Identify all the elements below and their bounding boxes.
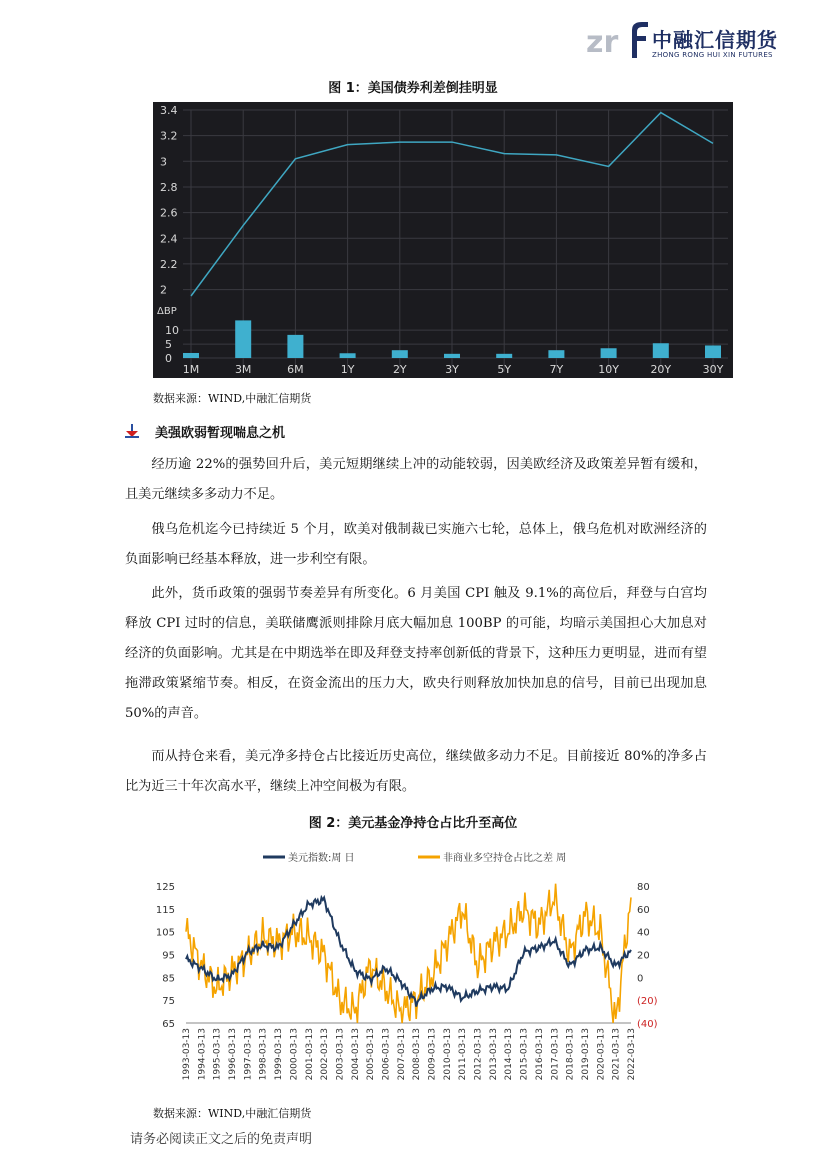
x-tick-label: 7Y xyxy=(549,363,564,376)
arrow-down-icon xyxy=(125,424,139,438)
spread-bar xyxy=(392,350,408,358)
x-tick-label: 2007-03-13 xyxy=(396,1028,407,1081)
x-tick-label: 2020-03-13 xyxy=(596,1028,607,1081)
y-tick-label: 2.6 xyxy=(160,206,178,220)
lower-panel-label: ΔBP xyxy=(157,306,177,317)
right-axis-tick: (40) xyxy=(637,1019,658,1030)
section-heading: 美强欧弱暂现喘息之机 xyxy=(155,426,286,441)
x-tick-label: 2009-03-13 xyxy=(427,1028,438,1081)
spread-bar xyxy=(340,353,356,358)
y-tick-label: 2.2 xyxy=(160,257,178,271)
x-tick-label: 2001-03-13 xyxy=(304,1028,315,1081)
x-tick-label: 2021-03-13 xyxy=(611,1028,622,1081)
left-axis-tick: 95 xyxy=(162,950,175,962)
left-axis-tick: 105 xyxy=(155,927,175,939)
x-tick-label: 2002-03-13 xyxy=(320,1028,331,1081)
y-tick-label: 3.4 xyxy=(160,104,178,117)
x-tick-label: 5Y xyxy=(497,363,512,376)
figure1-source: 数据来源：WIND,中融汇信期货 xyxy=(153,392,312,405)
x-tick-label: 1993-03-13 xyxy=(182,1028,192,1081)
x-tick-label: 2012-03-13 xyxy=(473,1028,484,1081)
x-tick-label: 3Y xyxy=(445,363,459,376)
logo-english-name: ZHONG RONG HUI XIN FUTURES xyxy=(652,51,773,59)
right-axis-tick: 0 xyxy=(637,973,644,985)
left-axis-tick: 85 xyxy=(162,973,175,985)
left-axis-tick: 65 xyxy=(162,1019,175,1030)
figure2-source: 数据来源：WIND,中融汇信期货 xyxy=(153,1107,312,1120)
left-axis-tick: 125 xyxy=(155,882,175,893)
y-tick-label: 2 xyxy=(160,283,167,297)
x-tick-label: 1997-03-13 xyxy=(243,1028,254,1081)
spread-bar xyxy=(601,348,617,358)
y-tick-label: 2.8 xyxy=(160,180,178,194)
x-tick-label: 30Y xyxy=(702,363,724,376)
x-tick-label: 2015-03-13 xyxy=(519,1028,530,1081)
paragraph-1: 经历逾 22%的强势回升后，美元短期继续上冲的动能较弱，因美欧经济及政策差异暂有缓和，且美元继续多多动力不足。 xyxy=(125,457,707,502)
yield-curve-chart xyxy=(153,102,733,378)
company-logo xyxy=(586,18,776,64)
x-tick-label: 2016-03-13 xyxy=(534,1028,545,1081)
bar-y-tick-label: 5 xyxy=(165,338,172,352)
x-tick-label: 6M xyxy=(287,363,304,376)
paragraph-3: 此外，货币政策的强弱节奏差异有所变化。6 月美国 CPI 触及 9.1%的高位后，拜登与白宫均释放 CPI 过时的信息，美联储鹰派则排除月底大幅加息 100BP 的可能，均暗示美国担心大加息对经济的负面影响。尤其是在中期选举在即及拜登支持率创新低的背景下，这种压力更明显，进而有望拖滞政策紧缩节奏。相反，在资金流出的压力大，欧央行则释放加快加息的信号，目前已出现加息 50%的声音。 xyxy=(125,586,707,721)
spread-bar xyxy=(496,354,512,358)
x-tick-label: 1995-03-13 xyxy=(212,1028,223,1081)
figure2-title: 图 2：美元基金净持仓占比升至高位 xyxy=(308,816,518,831)
x-tick-label: 2010-03-13 xyxy=(442,1028,453,1081)
bar-y-tick-label: 0 xyxy=(165,352,172,365)
x-tick-label: 2003-03-13 xyxy=(335,1028,346,1081)
dollar-index-line xyxy=(186,898,631,1007)
x-tick-label: 2004-03-13 xyxy=(350,1028,361,1081)
bar-y-tick-label: 10 xyxy=(165,324,179,338)
right-axis-tick: 20 xyxy=(637,950,650,962)
figure1-title: 图 1：美国债券利差倒挂明显 xyxy=(328,81,498,96)
x-tick-label: 2011-03-13 xyxy=(458,1028,469,1081)
x-tick-label: 3M xyxy=(234,363,252,376)
x-tick-label: 2000-03-13 xyxy=(289,1028,300,1081)
left-axis-tick: 75 xyxy=(162,996,175,1008)
x-tick-label: 2022-03-13 xyxy=(627,1028,637,1081)
y-tick-label: 3 xyxy=(160,155,167,169)
x-tick-label: 20Y xyxy=(650,363,672,376)
x-tick-label: 2019-03-13 xyxy=(580,1028,591,1081)
x-tick-label: 10Y xyxy=(598,363,619,376)
disclaimer-footer: 请务必阅读正文之后的免责声明 xyxy=(130,1132,313,1147)
x-tick-label: 1Y xyxy=(340,363,355,376)
x-tick-label: 2013-03-13 xyxy=(488,1028,499,1081)
spread-bar xyxy=(548,350,564,358)
x-tick-label: 1998-03-13 xyxy=(258,1028,269,1081)
x-tick-label: 1994-03-13 xyxy=(197,1028,208,1081)
x-tick-label: 2006-03-13 xyxy=(381,1028,392,1081)
right-axis-tick: 60 xyxy=(637,904,650,916)
right-axis-tick: 80 xyxy=(637,882,650,893)
spread-bar xyxy=(705,345,721,358)
spread-bar xyxy=(444,354,460,358)
left-axis-tick: 115 xyxy=(155,904,175,916)
x-tick-label: 2Y xyxy=(392,363,407,376)
right-axis-tick: (20) xyxy=(637,996,658,1008)
spread-bar xyxy=(183,353,199,358)
zrf-logo-icon xyxy=(586,18,650,64)
paragraph-4: 而从持仓来看，美元净多持仓占比接近历史高位，继续做多动力不足。目前接近 80%的净多占比为近三十年次高水平，继续上冲空间极为有限。 xyxy=(125,749,707,794)
logo-chinese-name: 中融汇信期货 xyxy=(652,28,778,52)
spread-bar xyxy=(287,335,303,358)
x-tick-label: 2017-03-13 xyxy=(550,1028,561,1081)
x-tick-label: 1M xyxy=(182,363,200,376)
legend-label-dollar-index: 美元指数:周 日 xyxy=(288,853,355,864)
spread-bar xyxy=(235,320,251,358)
right-axis-tick: 40 xyxy=(637,927,650,939)
legend-label-net-position: 非商业多空持仓占比之差 周 xyxy=(443,853,567,864)
svg-text:zr: zr xyxy=(586,25,619,60)
spread-bar xyxy=(653,343,669,358)
x-tick-label: 2018-03-13 xyxy=(565,1028,576,1081)
y-tick-label: 3.2 xyxy=(160,129,178,143)
x-tick-label: 2005-03-13 xyxy=(366,1028,377,1081)
paragraph-2: 俄乌危机迄今已持续近 5 个月，欧美对俄制裁已实施六七轮，总体上，俄乌危机对欧洲经济的负面影响已经基本释放，进一步利空有限。 xyxy=(125,522,707,567)
y-tick-label: 2.4 xyxy=(160,232,178,246)
x-tick-label: 2008-03-13 xyxy=(412,1028,423,1081)
dollar-positioning-chart xyxy=(153,840,673,1100)
x-tick-label: 1996-03-13 xyxy=(228,1028,239,1081)
x-tick-label: 2014-03-13 xyxy=(504,1028,515,1081)
x-tick-label: 1999-03-13 xyxy=(274,1028,285,1081)
